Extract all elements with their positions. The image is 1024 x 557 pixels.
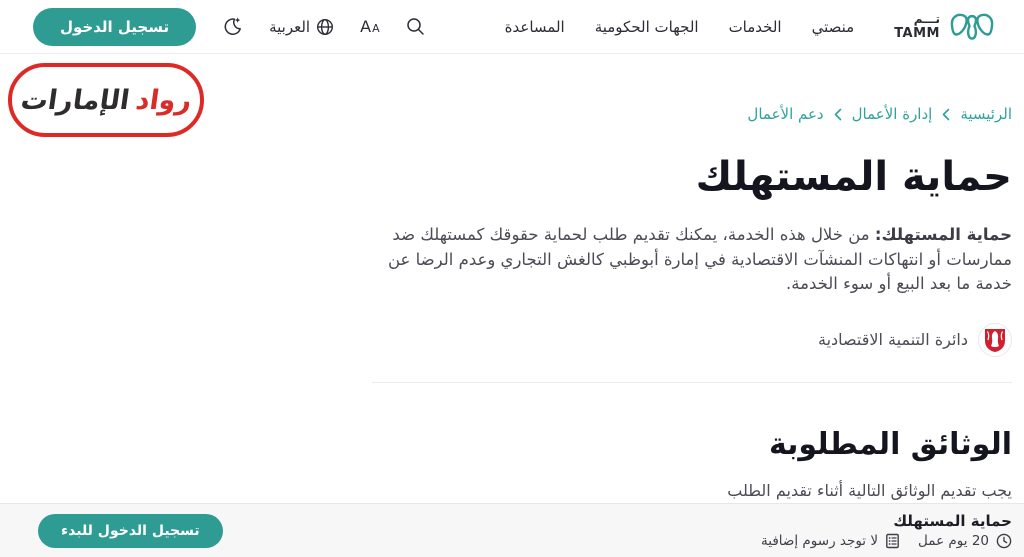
header-left-group	[33, 8, 425, 46]
required-documents-intro: يجب تقديم الوثائق التالية أثناء تقديم الطلب	[727, 480, 1012, 500]
rowad-logo-word-dark: الإمارات	[18, 84, 132, 116]
service-summary-meta	[761, 533, 1012, 549]
login-button[interactable]: تسجيل الدخول	[33, 8, 196, 46]
dark-mode-icon[interactable]	[222, 16, 243, 37]
nav-item-help[interactable]: المساعدة	[504, 17, 565, 36]
font-size-toggle[interactable]	[360, 17, 379, 36]
abu-dhabi-emblem-icon	[978, 323, 1012, 357]
receipt-icon	[885, 533, 900, 549]
font-size-big-label: A	[360, 17, 372, 36]
service-summary-info	[761, 512, 1012, 550]
tamm-wordmark-latin: TAMM	[894, 26, 940, 41]
duration-item	[918, 533, 1012, 549]
breadcrumb-business-management[interactable]: إدارة الأعمال	[851, 105, 933, 123]
chevron-left-icon	[834, 108, 842, 121]
font-size-small-label: A	[372, 22, 380, 35]
fees-item	[761, 533, 900, 549]
breadcrumb-home[interactable]: الرئيسية	[960, 105, 1012, 123]
page-title: حماية المستهلك	[695, 154, 1012, 200]
search-icon[interactable]	[406, 17, 425, 36]
nav-item-my-platform[interactable]: منصتي	[811, 17, 855, 36]
tamm-wordmark	[894, 13, 940, 40]
header-right-group	[505, 10, 995, 44]
clock-icon	[996, 533, 1012, 549]
tamm-logo-icon	[949, 10, 995, 44]
service-summary-bar	[0, 503, 1024, 557]
service-summary-title: حماية المستهلك	[893, 511, 1012, 530]
login-to-start-button[interactable]: تسجيل الدخول للبدء	[38, 514, 223, 548]
section-divider	[372, 382, 1012, 383]
breadcrumb-business-support[interactable]: دعم الأعمال	[747, 105, 824, 123]
department-row	[372, 323, 1012, 357]
tamm-logo[interactable]	[894, 10, 995, 44]
globe-icon	[316, 18, 334, 36]
fees-label: لا توجد رسوم إضافية	[761, 533, 879, 550]
nav-item-services[interactable]: الخدمات	[728, 17, 782, 36]
service-page-content	[372, 105, 1012, 500]
top-nav-bar	[0, 0, 1024, 54]
main-nav	[505, 18, 855, 36]
department-name[interactable]: دائرة التنمية الاقتصادية	[818, 330, 968, 349]
tamm-wordmark-arabic: تـــم	[913, 12, 940, 26]
service-description-body: من خلال هذه الخدمة، يمكنك تقديم طلب لحماية حقوقك كمستهلك ضد ممارسات أو انتهاكات المنشآت الاقتصادية في إمارة أبوظبي كالغش التجاري وعدم الرضا عن خدمة ما بعد البيع أو سوء الخدمة.	[387, 225, 1012, 293]
service-description	[372, 223, 1012, 297]
language-label: العربية	[269, 17, 311, 36]
language-switcher[interactable]	[269, 18, 334, 36]
rowad-logo-word-red: رواد	[133, 84, 194, 116]
duration-label: 20 يوم عمل	[918, 533, 989, 550]
required-documents-title: الوثائق المطلوبة	[768, 426, 1012, 462]
nav-item-government-entities[interactable]: الجهات الحكومية	[594, 17, 699, 36]
rowad-al-emarat-logo	[8, 63, 204, 137]
service-description-lead: حماية المستهلك:	[874, 225, 1012, 244]
chevron-left-icon	[942, 108, 950, 121]
breadcrumb	[372, 105, 1012, 123]
